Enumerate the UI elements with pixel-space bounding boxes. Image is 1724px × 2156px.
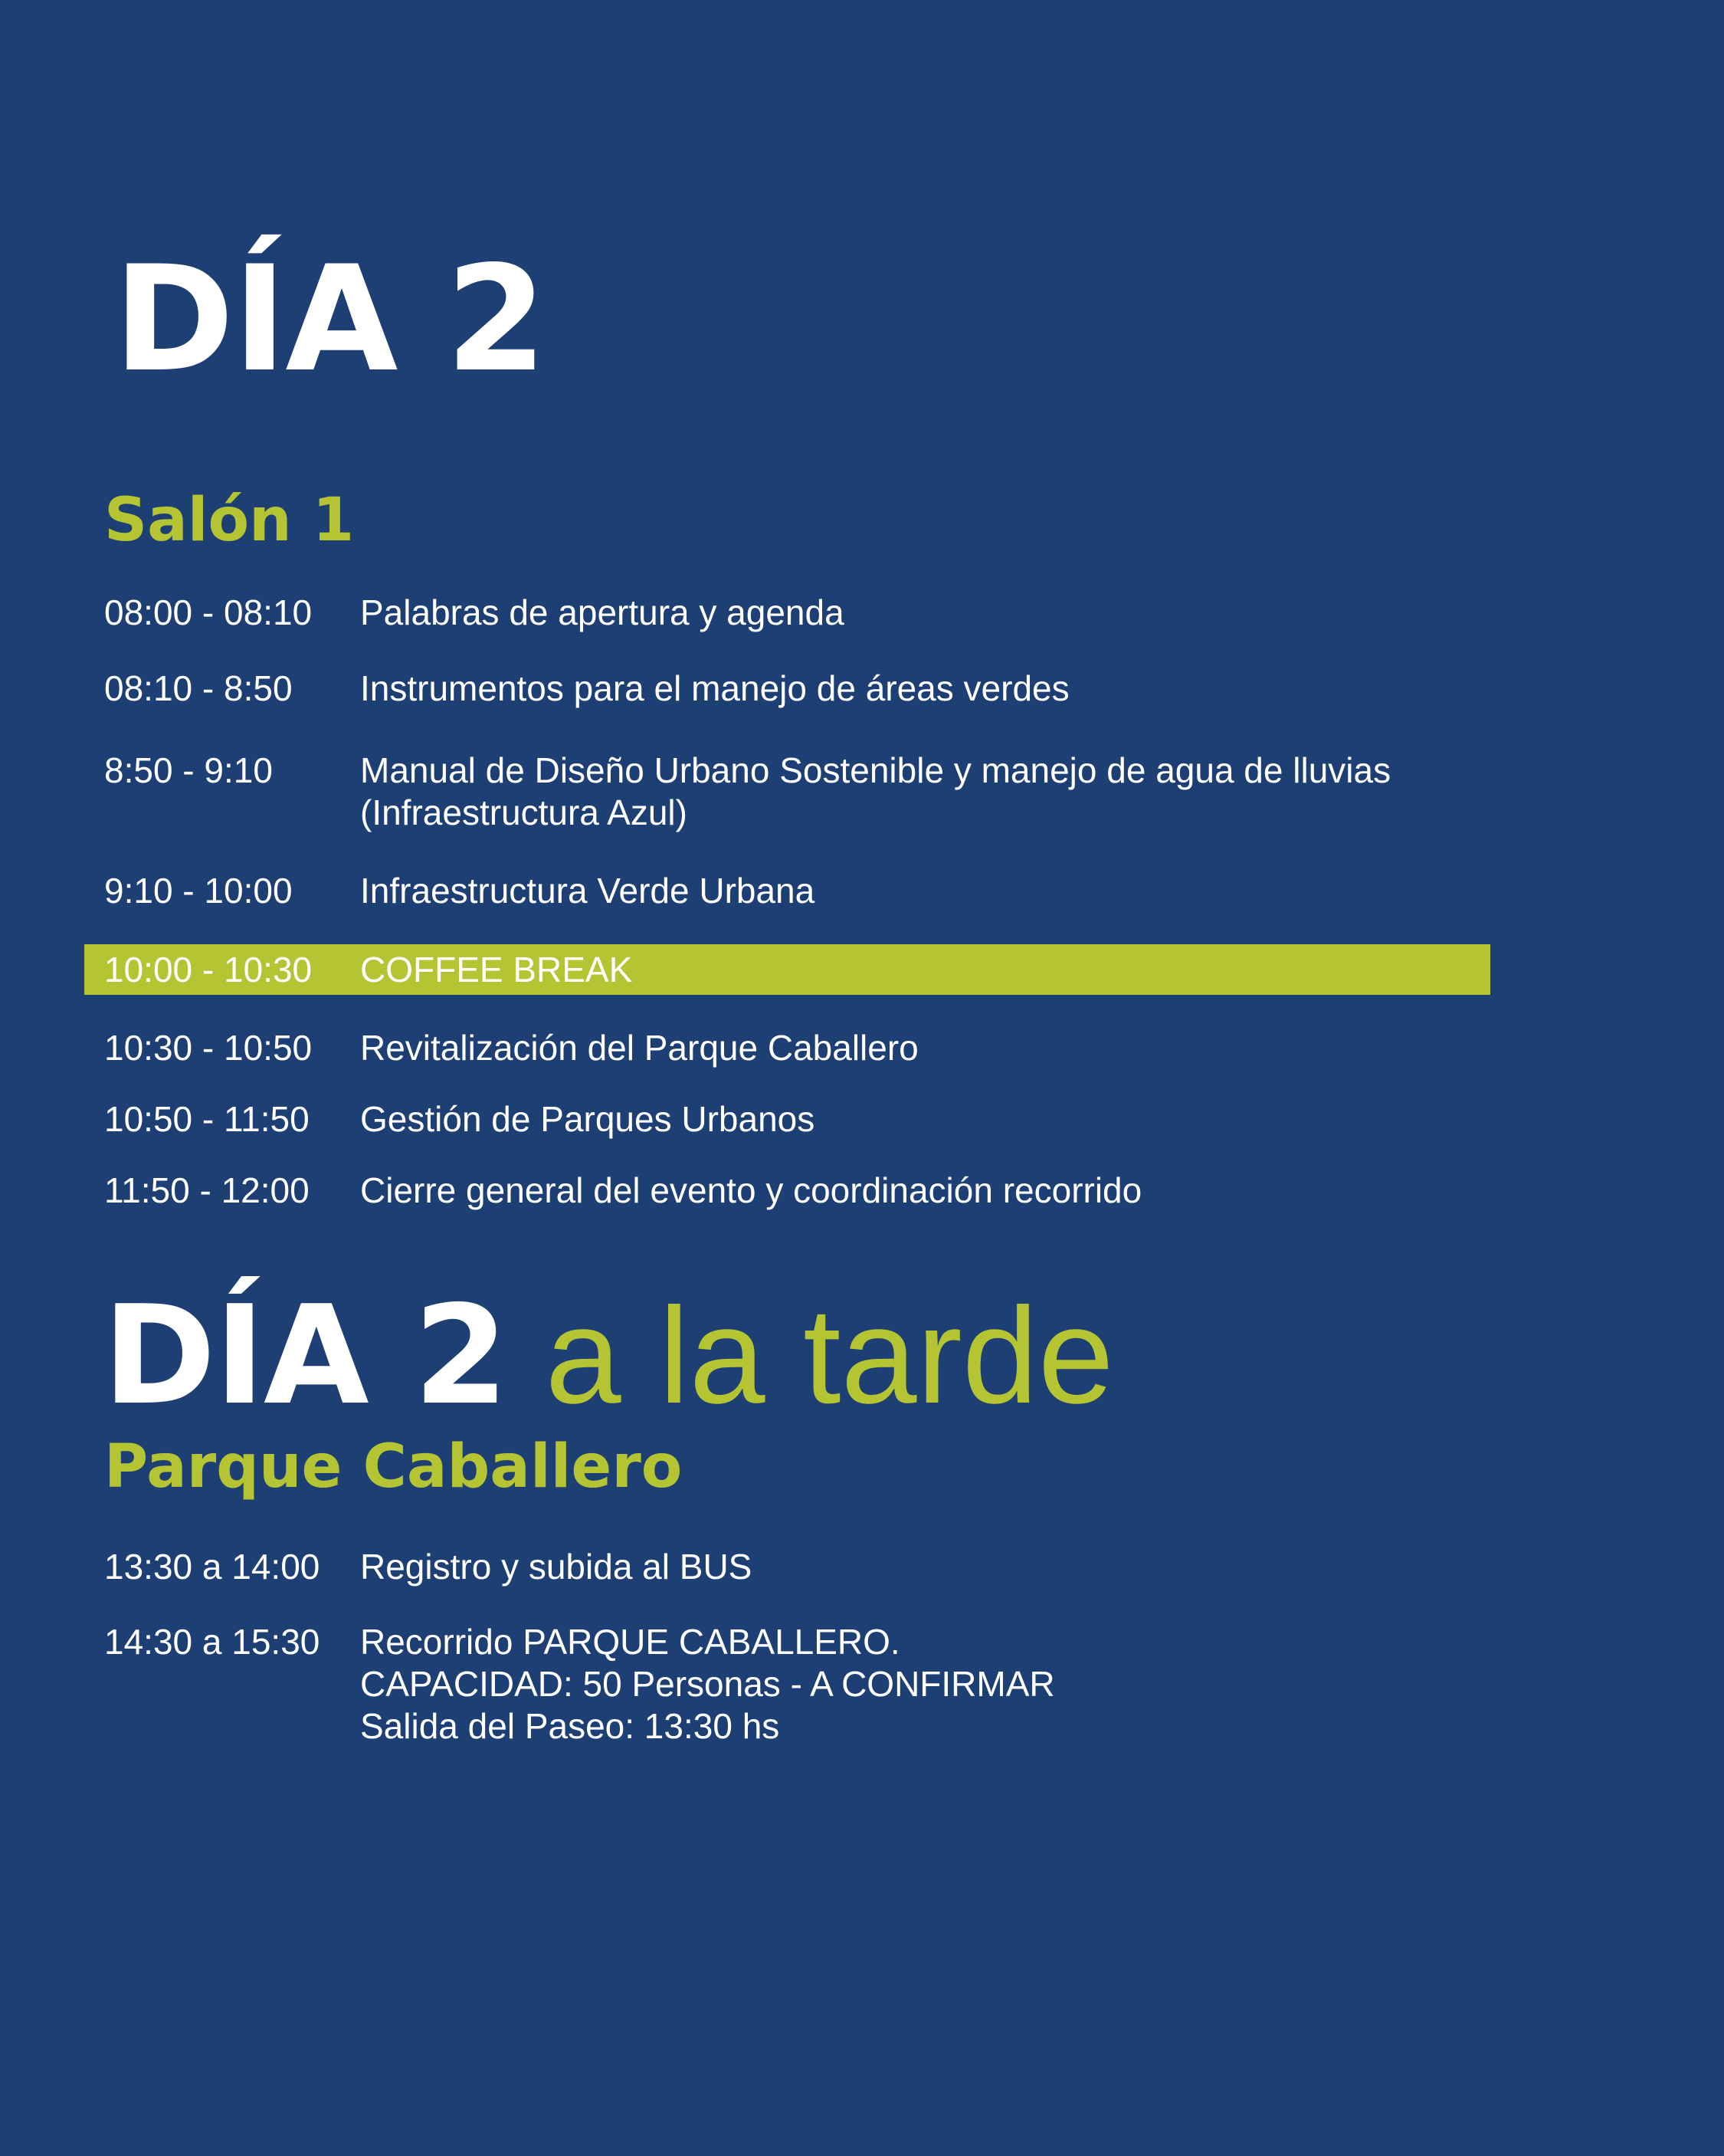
- schedule-description: Revitalización del Parque Caballero: [360, 1028, 919, 1068]
- schedule-time: 8:50 - 9:10: [104, 750, 273, 790]
- afternoon-title: [103, 1276, 1114, 1435]
- schedule-time: 9:10 - 10:00: [104, 871, 293, 911]
- schedule-time: 14:30 a 15:30: [104, 1622, 320, 1662]
- schedule-description: COFFEE BREAK: [360, 950, 633, 989]
- schedule-description: Infraestructura Verde Urbana: [360, 871, 815, 911]
- day-title: DÍA 2: [113, 235, 546, 404]
- schedule-time: 10:50 - 11:50: [104, 1099, 310, 1139]
- salon-title: Salón 1: [104, 486, 355, 555]
- schedule-description: Cierre general del evento y coordinación recorrido: [360, 1170, 1142, 1210]
- parque-title: Parque Caballero: [104, 1432, 683, 1501]
- schedule-description: Instrumentos para el manejo de áreas verdes: [360, 668, 1070, 708]
- schedule-description: Gestión de Parques Urbanos: [360, 1099, 815, 1139]
- schedule-description-line-3: Salida del Paseo: 13:30 hs: [360, 1706, 780, 1746]
- schedule-time: 08:00 - 08:10: [104, 592, 313, 632]
- schedule-time: 08:10 - 8:50: [104, 668, 293, 708]
- schedule-time: 10:30 - 10:50: [104, 1028, 313, 1068]
- schedule-description: Registro y subida al BUS: [360, 1547, 752, 1587]
- schedule-time: 10:00 - 10:30: [104, 950, 313, 989]
- afternoon-title-light: a la tarde: [545, 1279, 1114, 1432]
- schedule-time: 11:50 - 12:00: [104, 1170, 310, 1210]
- afternoon-title-bold: DÍA 2: [103, 1276, 507, 1435]
- schedule-time: 13:30 a 14:00: [104, 1547, 320, 1587]
- schedule-description-line-2: CAPACIDAD: 50 Personas - A CONFIRMAR: [360, 1664, 1055, 1704]
- schedule-description: Manual de Diseño Urbano Sostenible y manejo de agua de lluvias: [360, 750, 1391, 790]
- schedule-description-line-2: (Infraestructura Azul): [360, 793, 687, 832]
- schedule-description: Palabras de apertura y agenda: [360, 592, 844, 632]
- schedule-description: Recorrido PARQUE CABALLERO.: [360, 1622, 900, 1662]
